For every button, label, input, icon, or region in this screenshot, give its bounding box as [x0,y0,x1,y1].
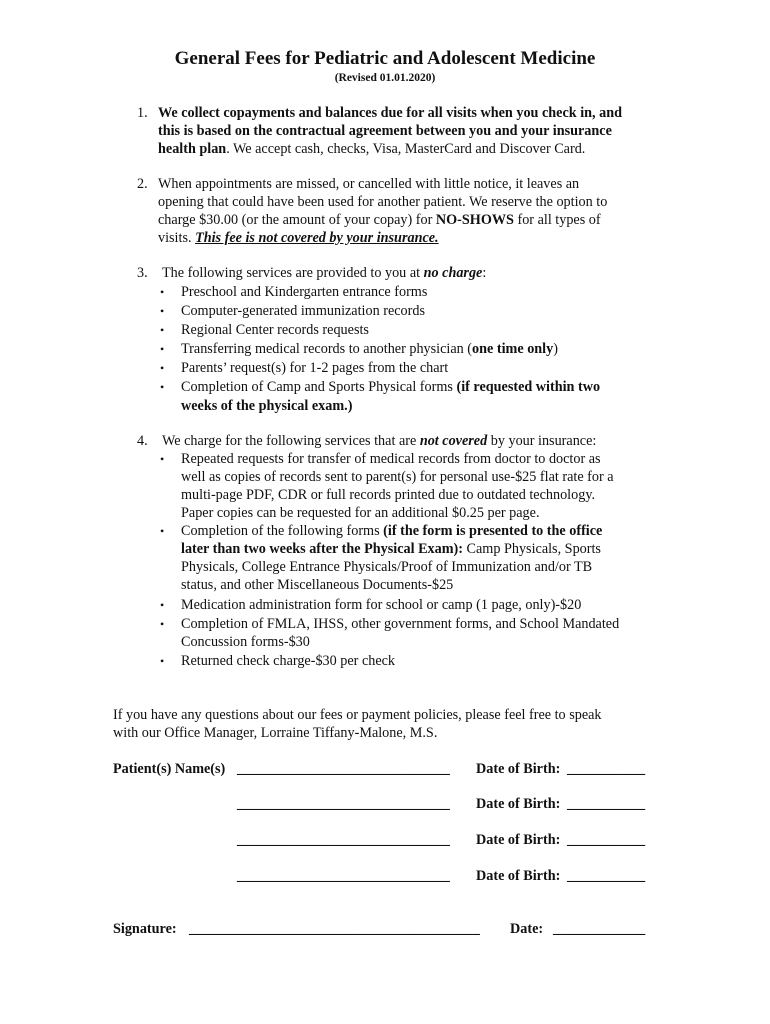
dob-label: Date of Birth: [476,761,561,777]
bullet-icon: • [160,617,165,631]
item-4-bullet-1-line-4: Paper copies can be requested for an additional $0.25 per page. [181,505,540,521]
item-2-line-1: When appointments are missed, or cancelled with little notice, it leaves an [158,176,580,192]
signature-field[interactable]: _________________________________________ [189,921,480,937]
dob-field-2[interactable]: ___________ [567,796,646,812]
item-4-number: 4. [137,433,148,449]
not-covered-notice: This fee is not covered by your insurance. [195,230,439,246]
patient-name-field-1[interactable]: ______________________________ [237,761,450,777]
item-2-line-3: charge $30.00 (or the amount of your copay) for NO-SHOWS for all types of [158,212,601,228]
item-4-bullet-2-line-3: Physicals, College Entrance Physicals/Proof of Immunization and/or TB [181,559,593,575]
item-4-bullet-5: Returned check charge-$30 per check [181,653,396,669]
dob-label: Date of Birth: [476,832,561,848]
item-1-line-3: health plan. We accept cash, checks, Visa, MasterCard and Discover Card. [158,141,586,157]
bullet-icon: • [160,452,165,466]
dob-field-4[interactable]: ___________ [567,868,646,884]
patient-name-field-4[interactable]: ______________________________ [237,868,450,884]
item-4-bullet-4-line-2: Concussion forms-$30 [181,634,310,650]
bullet-icon: • [160,598,165,612]
item-4-bullet-1-line-1: Repeated requests for transfer of medical records from doctor to doctor as [181,451,601,467]
bullet-icon: • [160,304,165,318]
bullet-icon: • [160,524,165,538]
item-1-line-1: We collect copayments and balances due for all visits when you check in, and [158,105,623,121]
item-3-bullet-1: Preschool and Kindergarten entrance forms [181,284,428,300]
item-4-intro: We charge for the following services that are not covered by your insurance: [162,433,597,449]
item-3-bullet-3: Regional Center records requests [181,322,369,338]
item-4-bullet-1-line-3: multi-page PDF, CDR or full records printed due to outdated technology. [181,487,596,503]
patient-name-field-3[interactable]: ______________________________ [237,832,450,848]
revision-date: (Revised 01.01.2020) [334,72,436,84]
item-2-number: 2. [137,176,148,192]
patient-names-label: Patient(s) Name(s) [113,761,226,777]
no-shows-emphasis: NO-SHOWS [435,212,514,228]
item-3-bullet-2: Computer-generated immunization records [181,303,425,319]
signature-label: Signature: [113,921,177,937]
item-1-number: 1. [137,105,148,121]
item-3-number: 3. [137,265,148,281]
item-3-bullet-4: Transferring medical records to another physician (one time only) [181,341,558,357]
item-4-bullet-2-line-4: status, and other Miscellaneous Documents-$25 [181,577,454,593]
bullet-icon: • [160,380,165,394]
item-2-line-2: opening that could have been used for another patient. We reserve the option to [158,194,608,210]
item-4-bullet-1-line-2: well as copies of records sent to parent(s) for personal use-$25 flat rate for a [181,469,614,485]
item-3-bullet-6: Completion of Camp and Sports Physical forms (if requested within two [181,379,601,395]
item-3-bullet-5: Parents’ request(s) for 1-2 pages from the chart [181,360,449,376]
item-4-bullet-4-line-1: Completion of FMLA, IHSS, other government forms, and School Mandated [181,616,620,632]
document-title: General Fees for Pediatric and Adolescent Medicine [174,48,596,69]
date-label: Date: [510,921,544,937]
item-2-line-4: visits. This fee is not covered by your insurance. [158,230,439,246]
item-4-bullet-2-line-1: Completion of the following forms (if the form is presented to the office [181,523,603,539]
item-1-health-plan: health plan [158,141,227,157]
patient-name-field-2[interactable]: ______________________________ [237,796,450,812]
item-1-line-2: this is based on the contractual agreement between you and your insurance [158,123,612,139]
bullet-icon: • [160,285,165,299]
item-3-bullet-6-cont: weeks of the physical exam.) [181,398,353,414]
item-3-intro: The following services are provided to you at no charge: [162,265,487,281]
dob-label: Date of Birth: [476,796,561,812]
item-4-bullet-2-line-2: later than two weeks after the Physical Exam): Camp Physicals, Sports [181,541,601,557]
bullet-icon: • [160,323,165,337]
bullet-icon: • [160,361,165,375]
bullet-icon: • [160,654,165,668]
questions-line-2: with our Office Manager, Lorraine Tiffany-Malone, M.S. [113,725,438,741]
bullet-icon: • [160,342,165,356]
questions-line-1: If you have any questions about our fees or payment policies, please feel free to speak [113,707,602,723]
dob-label: Date of Birth: [476,868,561,884]
dob-field-1[interactable]: ___________ [567,761,646,777]
date-field[interactable]: _____________ [553,921,646,937]
dob-field-3[interactable]: ___________ [567,832,646,848]
item-4-bullet-3: Medication administration form for school or camp (1 page, only)-$20 [181,597,582,613]
